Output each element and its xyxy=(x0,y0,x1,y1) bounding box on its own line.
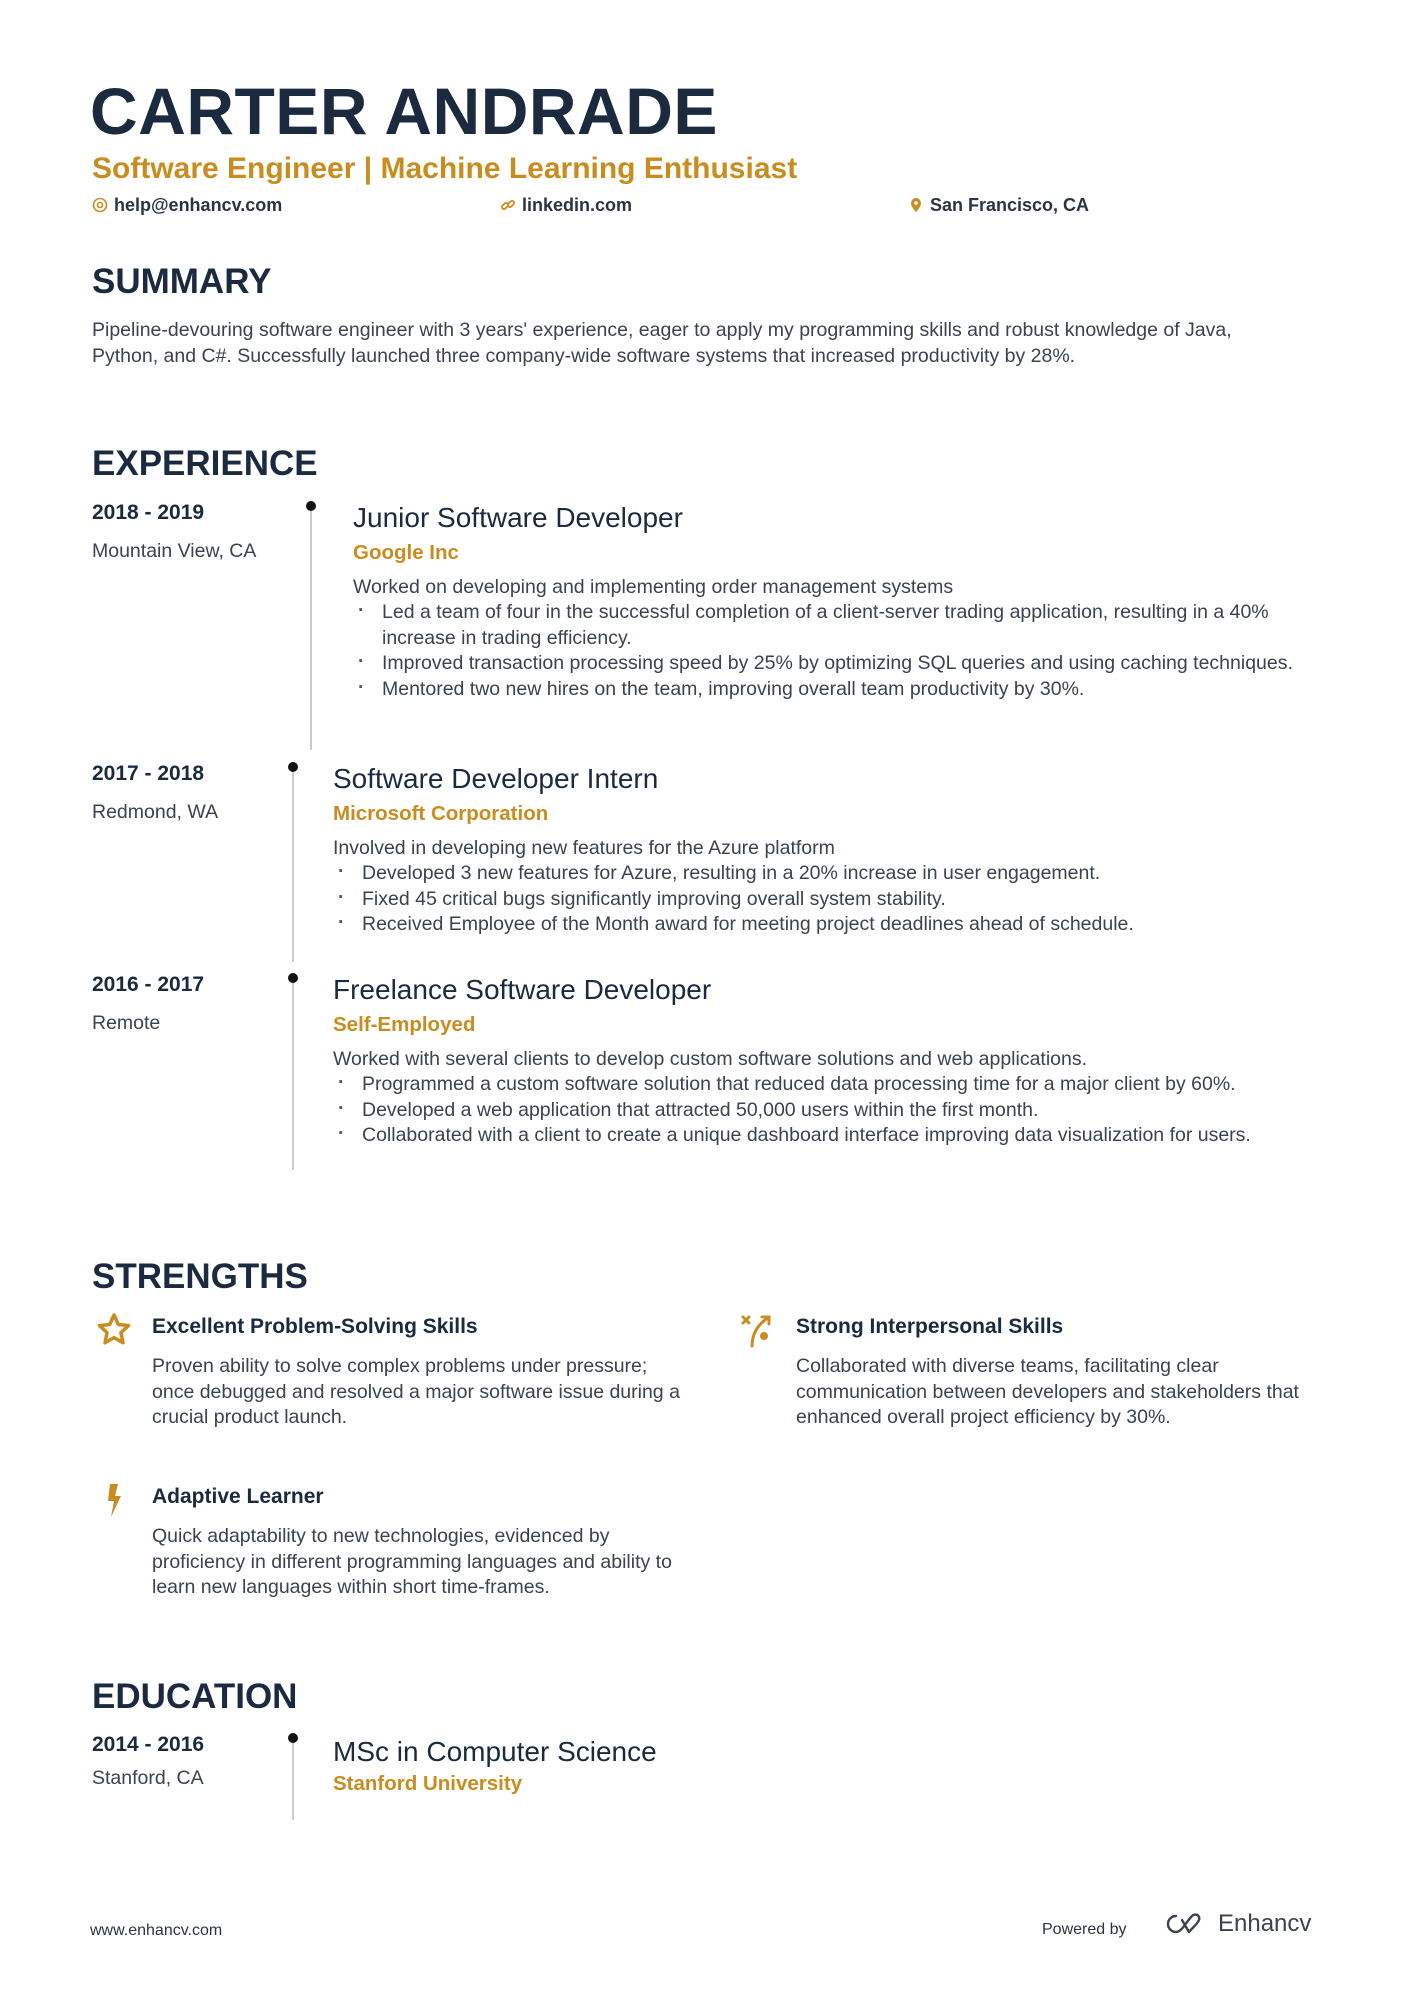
education-location: Stanford, CA xyxy=(92,1767,204,1789)
job-bullet: · Developed 3 new features for Azure, resulting in a 20% increase in user engagement. xyxy=(333,861,1332,887)
job-dates: 2018 - 2019 xyxy=(92,501,205,524)
job-bullet: · Led a team of four in the successful completion of a client-server trading application, resulting in a 40% increase in trading efficiency. xyxy=(353,600,1332,651)
footer-url[interactable]: www.enhancv.com xyxy=(90,1922,223,1939)
job-location: Redmond, WA xyxy=(92,801,219,823)
timeline-line xyxy=(292,1737,294,1820)
contact-email[interactable] xyxy=(92,194,282,216)
powered-by-text: Powered by xyxy=(1042,1921,1127,1938)
job-dates: 2017 - 2018 xyxy=(92,762,205,785)
lightning-icon xyxy=(96,1482,132,1518)
brand-name: Enhancv xyxy=(1218,1910,1312,1937)
summary-heading: SUMMARY xyxy=(92,262,272,301)
job-bullet: · Received Employee of the Month award for meeting project deadlines ahead of schedule. xyxy=(333,912,1332,938)
timeline-dot xyxy=(288,973,298,983)
job-description: Involved in developing new features for the Azure platform xyxy=(333,837,835,859)
job-title: Freelance Software Developer xyxy=(333,974,712,1005)
strength-title: Adaptive Learner xyxy=(152,1485,324,1508)
job-bullet: · Collaborated with a client to create a unique dashboard interface improving data visualization for users. xyxy=(333,1123,1332,1149)
job-bullets xyxy=(353,600,1332,702)
experience-entry xyxy=(92,761,1332,962)
strength-title: Excellent Problem-Solving Skills xyxy=(152,1315,478,1338)
location-text: San Francisco, CA xyxy=(930,195,1090,215)
education-entry xyxy=(92,1732,1332,1820)
job-description: Worked with several clients to develop custom software solutions and web applications. xyxy=(333,1048,1088,1070)
enhancv-logo[interactable] xyxy=(1160,1910,1311,1938)
job-company: Google Inc xyxy=(353,541,459,564)
job-title: Software Developer Intern xyxy=(333,763,659,794)
job-description: Worked on developing and implementing order management systems xyxy=(353,576,954,598)
linkedin-text: linkedin.com xyxy=(522,195,633,215)
strength-title: Strong Interpersonal Skills xyxy=(796,1315,1064,1338)
summary-text: Pipeline-devouring software engineer with 3 years' experience, eager to apply my programming skills and robust knowledge of Java, Python, and C#. Successfully launched three company-wide software systems that increased productivity by 28%. xyxy=(92,319,1232,367)
enhancv-logo-icon xyxy=(1160,1911,1208,1937)
experience-entry xyxy=(92,500,1332,750)
email-text: help@enhancv.com xyxy=(114,195,283,215)
job-company: Microsoft Corporation xyxy=(333,802,549,825)
job-bullet: · Improved transaction processing speed by 25% by optimizing SQL queries and using caching techniques. xyxy=(353,651,1332,677)
experience-entry xyxy=(92,972,1332,1170)
timeline-line xyxy=(292,766,294,962)
strength-text: Proven ability to solve complex problems under pressure; once debugged and resolved a major software issue during a crucial product launch. xyxy=(152,1355,680,1429)
location-pin-icon xyxy=(908,197,924,213)
strategy-icon xyxy=(740,1312,776,1348)
job-dates: 2016 - 2017 xyxy=(92,973,205,996)
strengths-heading: STRENGTHS xyxy=(92,1257,308,1296)
job-location: Remote xyxy=(92,1012,161,1034)
job-company: Self-Employed xyxy=(333,1013,476,1036)
job-bullets xyxy=(333,1072,1332,1149)
star-icon xyxy=(96,1312,132,1348)
education-school: Stanford University xyxy=(333,1772,523,1795)
job-bullet: · Mentored two new hires on the team, improving overall team productivity by 30%. xyxy=(353,677,1332,703)
job-bullet: · Fixed 45 critical bugs significantly improving overall system stability. xyxy=(333,887,1332,913)
job-bullet: · Programmed a custom software solution that reduced data processing time for a major client by 60%. xyxy=(333,1072,1332,1098)
link-icon xyxy=(500,197,516,213)
strength-text: Collaborated with diverse teams, facilitating clear communication between developers and stakeholders that enhanced overall project efficiency by 30%. xyxy=(796,1355,1299,1429)
education-heading: EDUCATION xyxy=(92,1677,298,1716)
contact-linkedin[interactable] xyxy=(500,194,632,216)
job-title: Junior Software Developer xyxy=(353,502,683,533)
education-dates: 2014 - 2016 xyxy=(92,1733,205,1756)
contact-location xyxy=(908,194,1089,216)
job-content xyxy=(333,972,1332,1149)
timeline-dot xyxy=(288,762,298,772)
candidate-title: Software Engineer | Machine Learning Enthusiast xyxy=(92,152,798,185)
education-degree: MSc in Computer Science xyxy=(333,1736,657,1767)
timeline-dot xyxy=(288,1733,298,1743)
timeline-line xyxy=(310,505,312,750)
job-content xyxy=(353,500,1332,702)
candidate-name: CARTER ANDRADE xyxy=(90,74,718,148)
experience-heading: EXPERIENCE xyxy=(92,444,318,483)
at-icon xyxy=(92,197,108,213)
job-bullets xyxy=(333,861,1332,938)
job-bullet: · Developed a web application that attracted 50,000 users within the first month. xyxy=(333,1098,1332,1124)
job-location: Mountain View, CA xyxy=(92,540,257,562)
education-content xyxy=(333,1734,1332,1798)
strength-text: Quick adaptability to new technologies, evidenced by proficiency in different programming languages and ability to learn new languages within short time-frames. xyxy=(152,1525,672,1599)
timeline-dot xyxy=(306,501,316,511)
job-content xyxy=(333,761,1332,938)
timeline-line xyxy=(292,977,294,1170)
